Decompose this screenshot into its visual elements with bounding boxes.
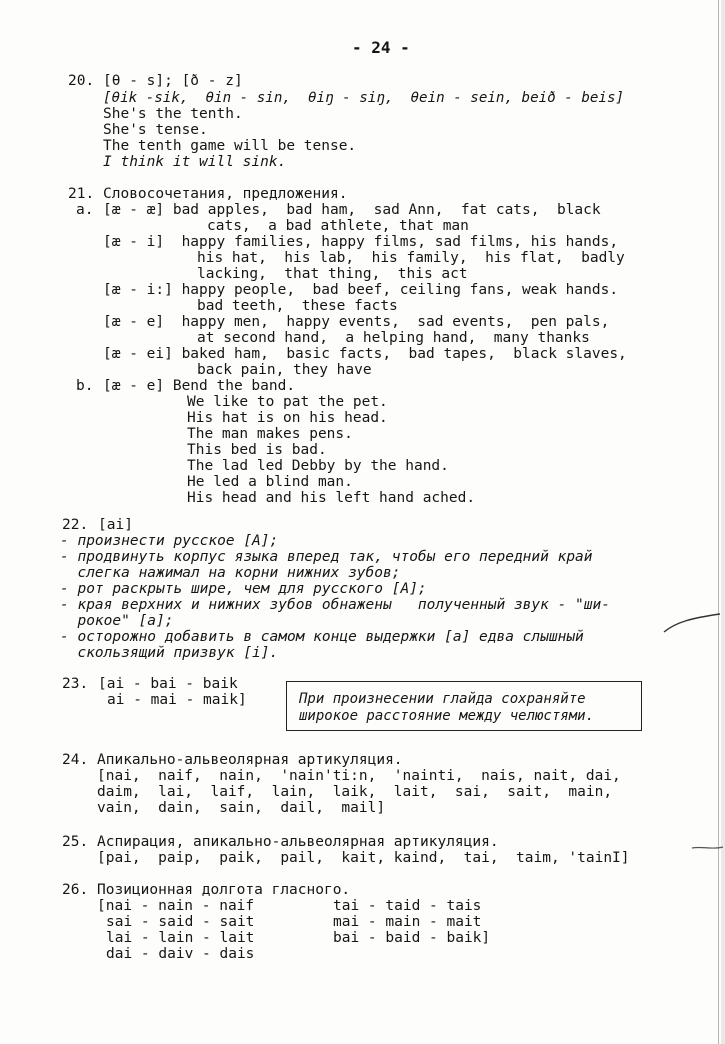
margin-pen-stroke-2 xyxy=(690,838,724,858)
subsection-label: b. xyxy=(76,378,94,394)
sentence: She's the tenth. xyxy=(103,106,243,122)
phrase-line: [æ - i] happy families, happy films, sad films, his hands, xyxy=(103,234,619,250)
instruction-line: слегка нажимал на корни нижних зубов; xyxy=(60,565,401,581)
phrase-line: [æ - ei] baked ham, basic facts, bad tapes, black slaves, xyxy=(103,346,627,362)
drill-left: sai - said - sait xyxy=(106,914,255,930)
page-number: - 24 - xyxy=(352,38,410,57)
sentence: His hat is on his head. xyxy=(187,410,388,426)
sentence: [æ - e] Bend the band. xyxy=(103,378,296,394)
sentence: He led a blind man. xyxy=(187,474,353,490)
drill-line: ai - mai - maik] xyxy=(107,692,247,708)
sentence: This bed is bad. xyxy=(187,442,327,458)
section-header: [ai] xyxy=(98,517,133,533)
drill-line: daim, lai, laif, lain, laik, lait, sai, sait, main, xyxy=(97,784,613,800)
instruction-line: - осторожно добавить в самом конце выдержки [а] едва слышный xyxy=(60,629,584,645)
phoneme-pair: [θ - s]; [ð - z] xyxy=(103,73,243,89)
sentence: The man makes pens. xyxy=(187,426,353,442)
phrase-line: [æ - æ] bad apples, bad ham, sad Ann, fat cats, black xyxy=(103,202,601,218)
section-number: 23. xyxy=(62,676,89,692)
instruction-line: - рот раскрыть шире, чем для русского [А]; xyxy=(60,581,427,597)
note-line: При произнесении глайда сохраняйте xyxy=(299,691,586,707)
drill-right: mai - main - mait xyxy=(333,914,482,930)
phrase-line: bad teeth, these facts xyxy=(197,298,398,314)
section-number: 21. xyxy=(68,186,95,202)
drill-line: [pai, paip, paik, pail, kait, kaind, tai, taim, 'tainI] xyxy=(97,850,630,866)
drill-left: [nai - nain - naif xyxy=(97,898,255,914)
margin-pen-stroke xyxy=(662,608,722,638)
drill-line: [ai - bai - baik xyxy=(98,676,238,692)
phrase-line: [æ - i:] happy people, bad beef, ceiling fans, weak hands. xyxy=(103,282,619,298)
section-title: Словосочетания, предложения. xyxy=(103,186,348,202)
phrase-line: lacking, that thing, this act xyxy=(197,266,468,282)
instruction-line: рокое" [а]; xyxy=(60,613,174,629)
sentence: We like to pat the pet. xyxy=(187,394,388,410)
phrase-line: at second hand, a helping hand, many thanks xyxy=(197,330,590,346)
sentence: I think it will sink. xyxy=(103,154,287,170)
drill-left: dai - daiv - dais xyxy=(106,946,255,962)
instruction-line: - произнести русское [А]; xyxy=(60,533,279,549)
section-number: 26. xyxy=(62,882,89,898)
section-title: Аспирация, апикально-альвеолярная артикуляция. xyxy=(97,834,499,850)
section-number: 25. xyxy=(62,834,89,850)
note-line: широкое расстояние между челюстями. xyxy=(299,708,595,724)
drill-right: tai - taid - tais xyxy=(333,898,482,914)
subsection-label: a. xyxy=(76,202,94,218)
instruction-line: - продвинуть корпус языка вперед так, чтобы его передний край xyxy=(60,549,593,565)
instruction-line: скользящий призвук [i]. xyxy=(60,645,279,661)
section-title: Апикально-альвеолярная артикуляция. xyxy=(97,752,403,768)
note-box xyxy=(286,681,642,731)
phrase-line: cats, a bad athlete, that man xyxy=(207,218,469,234)
drill-left: lai - lain - lait xyxy=(106,930,255,946)
sentence: His head and his left hand ached. xyxy=(187,490,476,506)
sentence: She's tense. xyxy=(103,122,208,138)
drill-right: bai - baid - baik] xyxy=(333,930,491,946)
transcription-line: [θik -sik, θin - sin, θiŋ - siŋ, θein - sein, beið - beis] xyxy=(103,90,625,106)
drill-line: [nai, naif, nain, 'nain'ti:n, 'nainti, nais, nait, dai, xyxy=(97,768,621,784)
section-number: 24. xyxy=(62,752,89,768)
instruction-line: - края верхних и нижних зубов обнажены полученный звук - "ши- xyxy=(60,597,610,613)
scan-right-edge xyxy=(718,0,719,1044)
phrase-line: his hat, his lab, his family, his flat, badly xyxy=(197,250,625,266)
sentence: The lad led Debby by the hand. xyxy=(187,458,449,474)
scan-right-shadow xyxy=(721,0,725,1044)
section-number: 22. xyxy=(62,517,89,533)
phrase-line: [æ - e] happy men, happy events, sad events, pen pals, xyxy=(103,314,610,330)
section-number: 20. xyxy=(68,73,95,89)
sentence: The tenth game will be tense. xyxy=(103,138,357,154)
drill-line: vain, dain, sain, dail, mail] xyxy=(97,800,386,816)
phrase-line: back pain, they have xyxy=(197,362,372,378)
section-title: Позиционная долгота гласного. xyxy=(97,882,351,898)
